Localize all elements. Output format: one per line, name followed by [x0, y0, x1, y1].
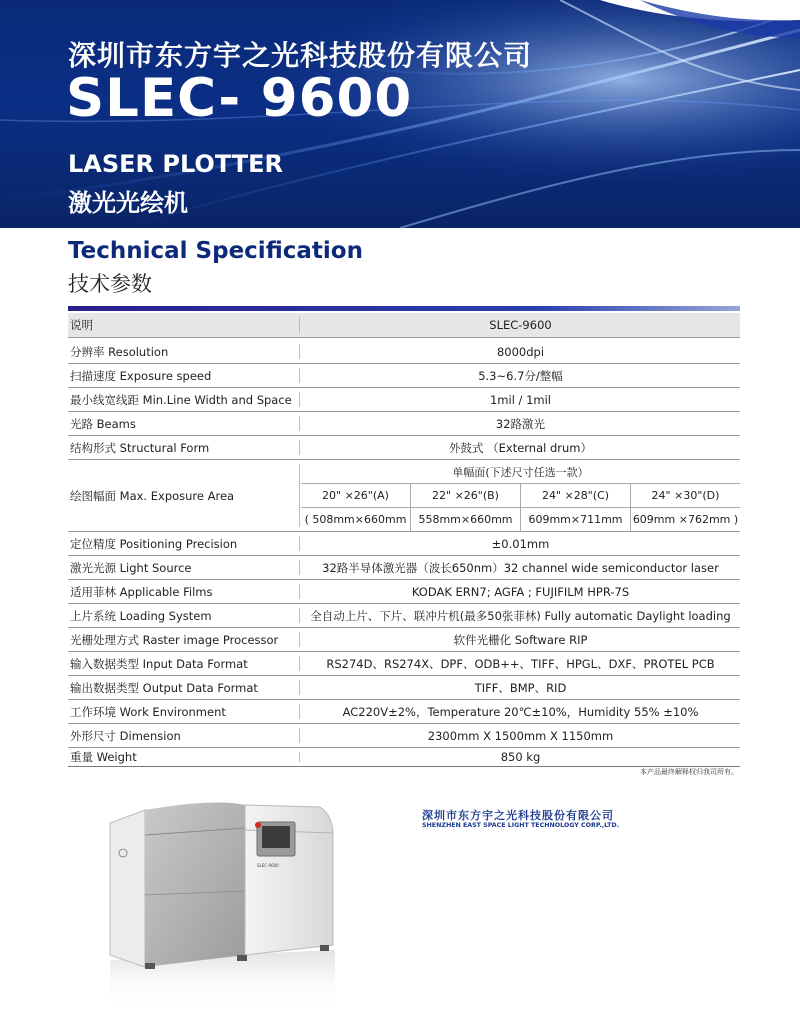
row-value: AC220V±2%，Temperature 20℃±10%，Humidity 55% ±10%	[342, 704, 699, 719]
row-label: 工作环境 Work Environment	[70, 704, 226, 719]
row-label: 绘图幅面 Max. Exposure Area	[70, 488, 235, 503]
exposure-area-mm-row	[301, 507, 740, 531]
table-row	[68, 724, 740, 748]
row-value: 外鼓式 （External drum）	[448, 440, 593, 455]
machine-illustration	[105, 795, 340, 1010]
column-divider	[299, 656, 300, 671]
row-value: 2300mm X 1500mm X 1150mm	[427, 728, 614, 743]
column-divider	[299, 416, 300, 431]
column-divider	[299, 440, 300, 455]
row-label: 外形尺寸 Dimension	[70, 728, 181, 743]
header-label: 说明	[70, 318, 93, 332]
size-inch-b: 22" ×26"(B)	[410, 483, 520, 507]
row-value: 全自动上片、下片、联冲片机(最多50张菲林) Fully automatic Daylight loading	[310, 608, 731, 623]
product-name-cn: 激光光绘机	[68, 189, 188, 217]
row-label: 重量 Weight	[70, 750, 137, 764]
row-value: 软件光栅化 Software RIP	[453, 632, 588, 647]
header-model: SLEC-9600	[489, 318, 552, 332]
row-value: ±0.01mm	[491, 536, 550, 551]
exposure-area-note	[301, 460, 740, 484]
model-number: SLEC- 9600	[66, 68, 413, 129]
table-row	[68, 748, 740, 767]
column-divider	[299, 632, 300, 647]
size-mm-c: 609mm×711mm	[520, 507, 630, 531]
row-value: TIFF、BMP、RID	[474, 680, 567, 695]
column-divider	[299, 344, 300, 359]
size-inch-c: 24" ×28"(C)	[520, 483, 630, 507]
column-divider	[299, 680, 300, 695]
row-value: 1mil / 1mil	[489, 392, 551, 407]
row-label: 适用菲林 Applicable Films	[70, 584, 213, 599]
company-name-cn: 深圳市东方宇之光科技股份有限公司	[68, 39, 533, 72]
size-mm-d: 609mm ×762mm )	[630, 507, 740, 531]
row-value: 8000dpi	[496, 344, 545, 359]
row-value: 850 kg	[500, 750, 541, 764]
row-value: RS274D、RS274X、DPF、ODB++、TIFF、HPGL、DXF、PROTEL PCB	[326, 656, 715, 671]
row-label: 分辨率 Resolution	[70, 344, 169, 359]
section-divider	[68, 306, 740, 311]
row-value: 32路半导体激光器（波长650nm）32 channel wide semiconductor laser	[322, 560, 719, 575]
size-inch-d: 24" ×30"(D)	[630, 483, 740, 507]
column-divider	[299, 584, 300, 599]
column-divider	[299, 752, 300, 762]
table-row	[68, 628, 740, 652]
footer-company-cn: 深圳市东方宇之光科技股份有限公司	[422, 809, 614, 822]
column-divider	[299, 728, 300, 743]
row-label: 输出数据类型 Output Data Format	[70, 680, 258, 695]
column-divider	[299, 368, 300, 383]
size-mm-b: 558mm×660mm	[410, 507, 520, 531]
table-row	[68, 532, 740, 556]
section-title-cn: 技术参数	[68, 272, 152, 296]
table-row	[68, 556, 740, 580]
row-label: 结构形式 Structural Form	[70, 440, 210, 455]
row-value: KODAK ERN7; AGFA ; FUJIFILM HPR-7S	[411, 584, 630, 599]
table-row	[68, 700, 740, 724]
table-row	[68, 652, 740, 676]
table-row	[68, 412, 740, 436]
column-divider	[299, 464, 300, 527]
section-title-en: Technical Specification	[68, 238, 363, 264]
table-row	[68, 676, 740, 700]
footer-company-en: SHENZHEN EAST SPACE LIGHT TECHNOLOGY CORP.,LTD.	[422, 822, 619, 829]
table-row	[68, 604, 740, 628]
row-value: 32路激光	[495, 416, 546, 431]
size-mm-a: ( 508mm×660mm	[304, 512, 407, 526]
row-label: 激光光源 Light Source	[70, 560, 192, 575]
table-row	[68, 580, 740, 604]
column-divider	[299, 536, 300, 551]
header-banner	[0, 0, 800, 228]
row-label: 最小线宽线距 Min.Line Width and Space	[70, 392, 292, 407]
column-divider	[299, 560, 300, 575]
table-row	[68, 364, 740, 388]
table-row	[68, 388, 740, 412]
column-divider	[299, 392, 300, 407]
table-row-exposure-area	[68, 460, 740, 532]
row-value: 5.3~6.7分/整幅	[478, 368, 563, 383]
row-label: 扫描速度 Exposure speed	[70, 368, 212, 383]
exposure-area-inch-row	[301, 483, 740, 508]
row-label: 定位精度 Positioning Precision	[70, 536, 238, 551]
column-divider	[299, 317, 300, 333]
row-label: 输入数据类型 Input Data Format	[70, 656, 248, 671]
column-divider	[299, 608, 300, 623]
product-name-en: LASER PLOTTER	[68, 150, 283, 178]
machine-label: SLEC-9600	[257, 863, 279, 868]
row-label: 光路 Beams	[70, 416, 136, 431]
table-row	[68, 436, 740, 460]
column-divider	[299, 704, 300, 719]
size-inch-a: 20" ×26"(A)	[322, 488, 389, 502]
row-label: 上片系统 Loading System	[70, 608, 212, 623]
row-value: 单幅面(下述尺寸任选一款）	[452, 465, 589, 479]
table-row	[68, 340, 740, 364]
row-label: 光栅处理方式 Raster image Processor	[70, 632, 279, 647]
table-header-row	[68, 313, 740, 338]
copyright-note: 本产品最终解释权归我司所有。	[640, 768, 738, 776]
